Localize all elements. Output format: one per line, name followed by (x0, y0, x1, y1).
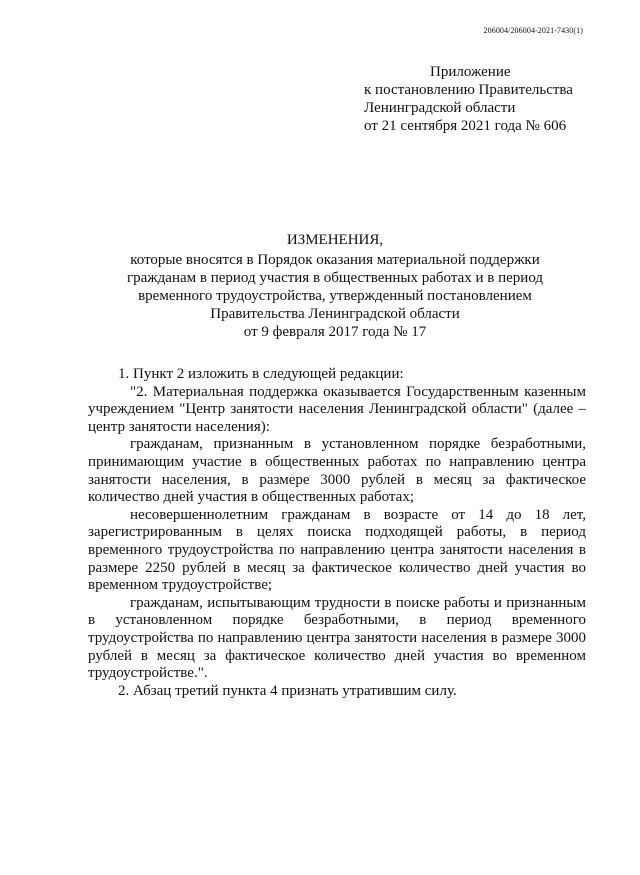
document-title-block (60, 231, 610, 341)
appendix-line: Ленинградской области (364, 100, 516, 116)
document-heading: ИЗМЕНЕНИЯ, (286, 232, 384, 248)
title-line: которые вносятся в Порядок оказания материальной поддержки (130, 252, 540, 268)
appendix-line: к постановлению Правительства (364, 82, 573, 98)
paragraph-quote-start: "2. Материальная поддержка оказывается Государственным казенным учреждением "Центр занятости населения Ленинградской области" (далее – центр занятости населения): (88, 383, 586, 435)
title-line: гражданам в период участия в общественных работах и в период (126, 270, 544, 286)
appendix-block (364, 63, 573, 135)
paragraph-item-2: 2. Абзац третий пункта 4 признать утратившим силу. (118, 682, 457, 699)
appendix-date: от 21 сентября 2021 года № 606 (364, 118, 567, 134)
paragraph-item-1: 1. Пункт 2 изложить в следующей редакции: (118, 366, 404, 382)
title-line: Правительства Ленинградской области (210, 306, 460, 322)
paragraph-unemployed: гражданам, признанным в установленном порядке безработными, принимающим участие в общественных работах по направлению центра занятости населения, в размере 3000 рублей в месяц за фактическое количество дней участия в общественных работах; (88, 436, 586, 506)
document-id: 206004/206004-2021-7430(1) (483, 26, 583, 35)
paragraph-minors: несовершеннолетним гражданам в возрасте от 14 до 18 лет, зарегистрированным в целях поиска подходящей работы, в период временного трудоустройства по направлению центра занятости населения в размере 2250 рублей в месяц за фактическое количество дней участия во временном трудоустройстве; (88, 506, 586, 594)
document-body (88, 366, 586, 700)
title-line: временного трудоустройства, утвержденный постановлением (138, 288, 532, 304)
appendix-title: Приложение (430, 64, 511, 80)
title-date: от 9 февраля 2017 года № 17 (243, 324, 427, 340)
paragraph-difficulties: гражданам, испытывающим трудности в поиске работы и признанным в установленном порядке безработными, в период временного трудоустройства по направлению центра занятости населения в размере 3000 рублей в месяц за фактическое количество дней участия во временном трудоустройстве.". (88, 594, 586, 682)
